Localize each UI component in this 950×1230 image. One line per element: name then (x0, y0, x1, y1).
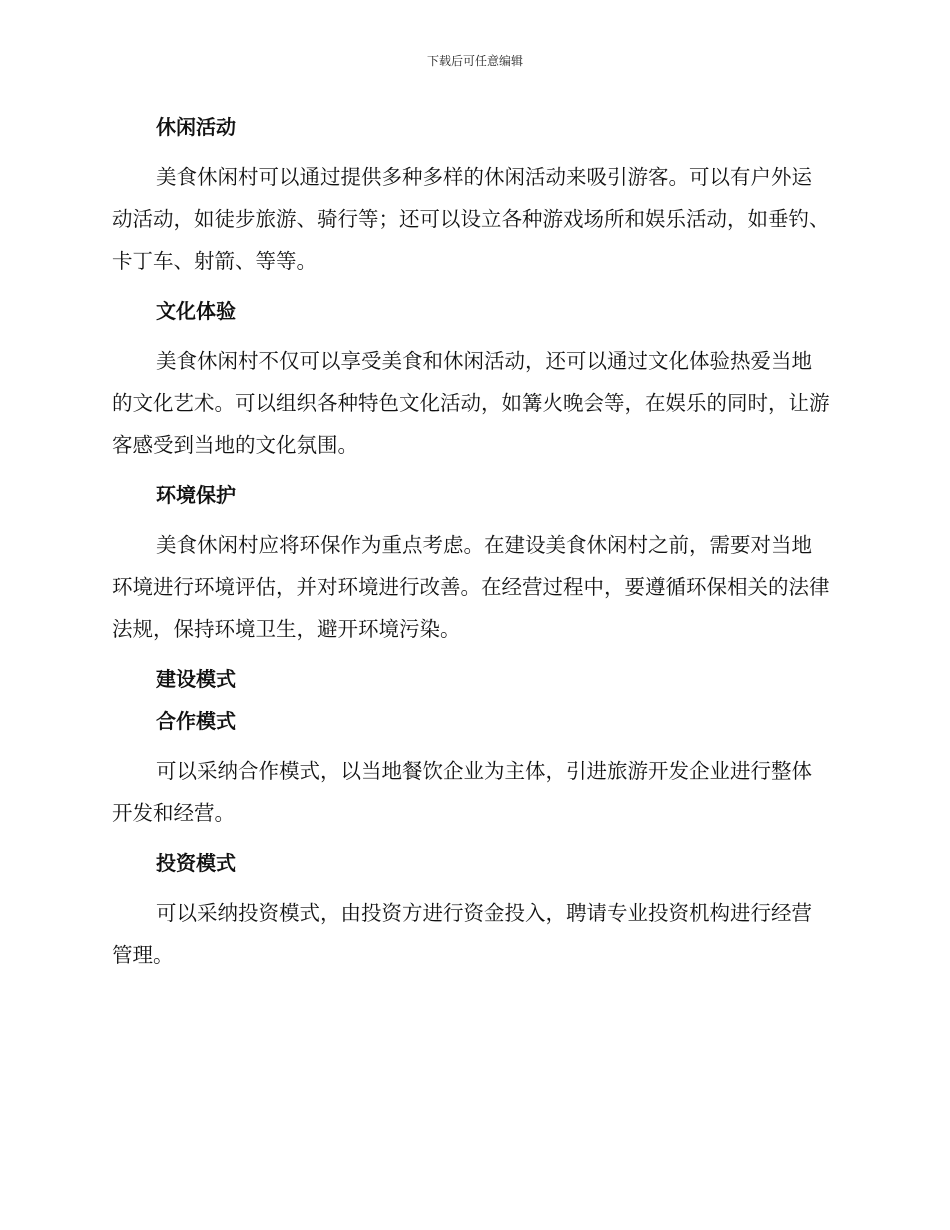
paragraph-leisure-activities: 美食休闲村可以通过提供多种多样的休闲活动来吸引游客。可以有户外运动活动，如徒步旅游、骑行等；还可以设立各种游戏场所和娱乐活动，如垂钓、卡丁车、射箭、等等。 (112, 165, 830, 273)
paragraph-cultural-experience: 美食休闲村不仅可以享受美食和休闲活动，还可以通过文化体验热爱当地的文化艺术。可以组织各种特色文化活动，如篝火晚会等，在娱乐的同时，让游客感受到当地的文化氛围。 (112, 349, 830, 457)
section-heading-cultural-experience: 文化体验 (156, 299, 236, 323)
paragraph-cooperation-mode: 可以采纳合作模式，以当地餐饮企业为主体，引进旅游开发企业进行整体开发和经营。 (112, 759, 812, 825)
paragraph-environmental-protection: 美食休闲村应将环保作为重点考虑。在建设美食休闲村之前，需要对当地环境进行环境评估，并对环境进行改善。在经营过程中，要遵循环保相关的法律法规，保持环境卫生，避开环境污染。 (112, 533, 830, 641)
section-heading-environmental-protection: 环境保护 (156, 483, 236, 507)
section-heading-construction-mode: 建设模式 (156, 667, 236, 691)
section-heading-leisure-activities: 休闲活动 (156, 115, 236, 139)
section-heading-investment-mode: 投资模式 (156, 851, 236, 875)
document-body (112, 106, 832, 984)
page-header: 下载后可任意编辑 (426, 54, 523, 68)
section-heading-cooperation-mode: 合作模式 (156, 709, 236, 733)
paragraph-investment-mode: 可以采纳投资模式，由投资方进行资金投入，聘请专业投资机构进行经营管理。 (112, 901, 812, 967)
